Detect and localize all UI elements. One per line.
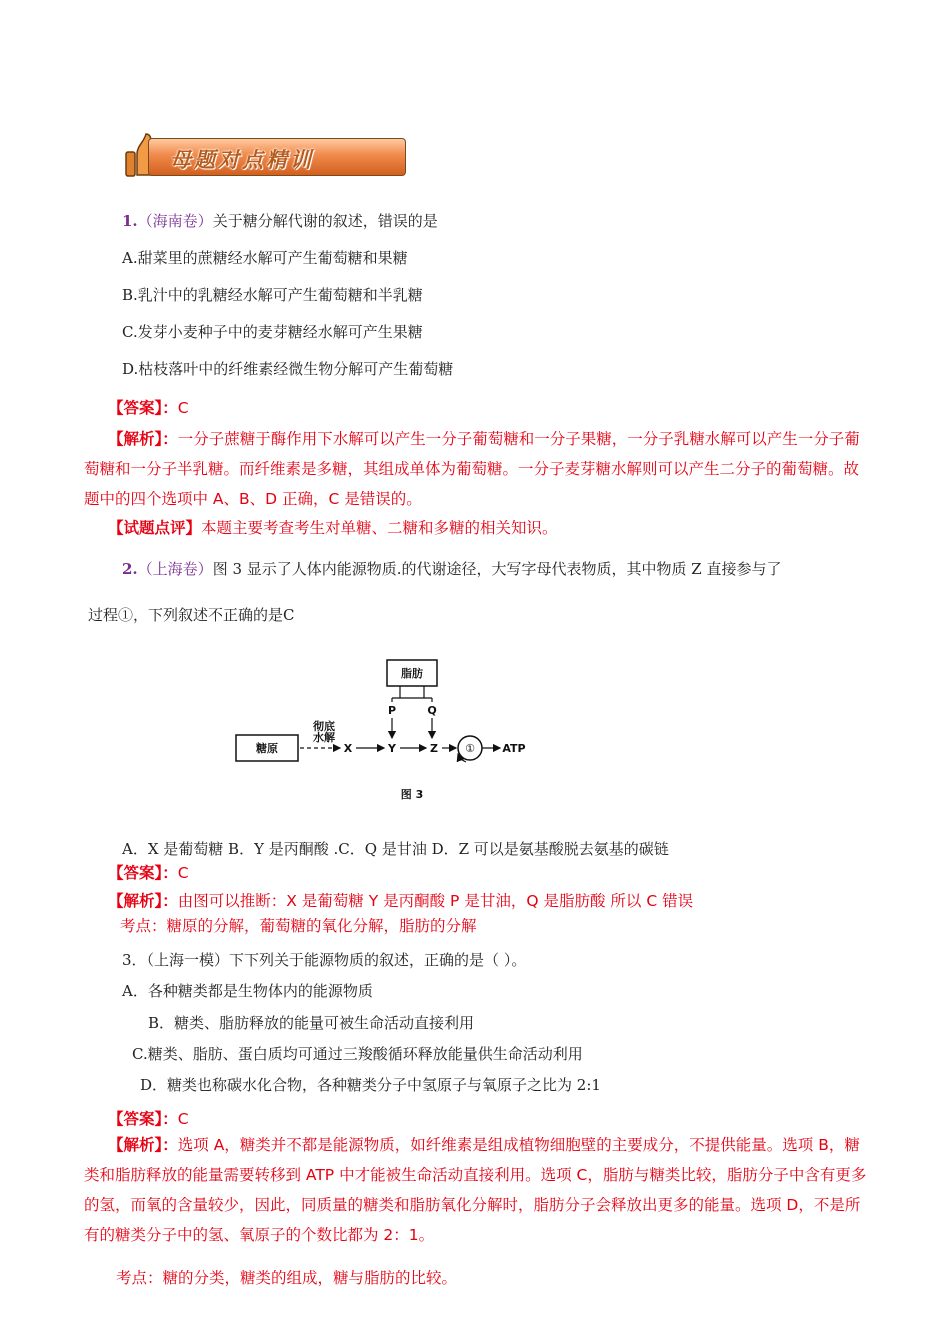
q1-option-a: A.甜菜里的蔗糖经水解可产生葡萄糖和果糖 xyxy=(122,249,408,267)
z-label: Z xyxy=(430,742,438,755)
q3-analysis-label: 【解析】： xyxy=(108,1136,178,1154)
q1-answer xyxy=(108,396,189,418)
q2-number: 2. xyxy=(122,560,138,578)
atp-label: ATP xyxy=(502,742,526,755)
q3-analysis-text: 选项 A，糖类并不都是能源物质，如纤维素是组成植物细胞壁的主要成分，不提供能量。选项 B，糖类和脂肪释放的能量需要转移到 ATP 中才能被生命活动直接利用。选项 C，脂肪与糖类比较，脂肪分子中含有更多的氢，而氧的含量较少，因此，同质量的糖类和脂肪氧化分解时，脂肪分子会释放出更多的能量。选项 D，不是所有的糖类分子中的氢、氧原子的个数比都为 2：1。 xyxy=(84,1136,867,1244)
q1-stem: 关于糖分解代谢的叙述，错误的是 xyxy=(212,212,438,230)
process-label: ① xyxy=(465,742,475,755)
q1-analysis-text: 一分子蔗糖于酶作用下水解可以产生一分子葡萄糖和一分子果糖，一分子乳糖水解可以产生一分子葡萄糖和一分子半乳糖。而纤维素是多糖，其组成单体为葡萄糖。一分子麦芽糖水解则可以产生二分子的葡萄糖。故题中的四个选项中 A、B、D 正确，C 是错误的。 xyxy=(84,430,860,508)
q3-answer-label: 【答案】： xyxy=(108,1110,178,1128)
q1-number: 1. xyxy=(122,212,138,230)
q1-option-d: D.枯枝落叶中的纤维素经微生物分解可产生葡萄糖 xyxy=(122,360,454,378)
q2-answer-value: C xyxy=(177,864,189,882)
q2-points: 考点：糖原的分解，葡萄糖的氧化分解，脂肪的分解 xyxy=(120,917,477,935)
banner-title: 母题对点精训 xyxy=(170,148,314,172)
q1-comment-text: 本题主要考查考生对单糖、二糖和多糖的相关知识。 xyxy=(201,519,558,537)
hydrolysis-label-1: 彻底 xyxy=(313,720,335,733)
section-banner xyxy=(122,132,406,180)
q1-option-b: B.乳汁中的乳糖经水解可产生葡萄糖和半乳糖 xyxy=(122,286,423,304)
q-label: Q xyxy=(427,704,437,717)
fat-label: 脂肪 xyxy=(401,667,423,680)
q2-source: （上海卷） xyxy=(137,560,213,578)
q1-analysis-label: 【解析】： xyxy=(108,430,178,448)
q1-answer-value: C xyxy=(177,399,189,417)
q1-comment-label: 【试题点评】 xyxy=(108,519,202,537)
q1-option-c: C.发芽小麦种子中的麦芽糖经水解可产生果糖 xyxy=(122,323,423,341)
q3-option-d: D．糖类也称碳水化合物，各种糖类分子中氢原子与氧原子之比为 2:1 xyxy=(140,1076,601,1094)
y-label: Y xyxy=(388,742,396,755)
q3-option-a: A．各种糖类都是生物体内的能源物质 xyxy=(122,982,373,1000)
q3-stem: 3．（上海一模）下下列关于能源物质的叙述，正确的是（ ）。 xyxy=(122,951,527,969)
hydrolysis-label-2: 水解 xyxy=(313,731,335,744)
q2-stem-2: 过程①，下列叙述不正确的是C xyxy=(88,606,295,624)
x-label: X xyxy=(343,742,353,755)
q3-points: 考点：糖的分类，糖类的组成，糖与脂肪的比较。 xyxy=(116,1269,458,1287)
p-label: P xyxy=(387,704,397,717)
q3-answer-value: C xyxy=(177,1110,189,1128)
q3-analysis xyxy=(84,1130,874,1250)
q1-source: （海南卷） xyxy=(137,212,213,230)
q2-stem-line xyxy=(122,558,782,579)
q2-options: A．X 是葡萄糖 B．Y 是丙酮酸 .C．Q 是甘油 D．Z 可以是氨基酸脱去氨基的碳链 xyxy=(122,840,669,858)
q1-analysis xyxy=(84,424,874,514)
q1-comment xyxy=(108,516,558,538)
q2-stem-1: 图 3 显示了人体内能源物质.的代谢途径，大写字母代表物质，其中物质 Z 直接参与了 xyxy=(212,560,782,578)
q2-analysis-text: 由图可以推断：X 是葡萄糖 Y 是丙酮酸 P 是甘油，Q 是脂肪酸 所以 C 错误 xyxy=(177,892,694,910)
q3-option-b: B．糖类、脂肪释放的能量可被生命活动直接利用 xyxy=(148,1014,475,1032)
figure-caption: 图 3 xyxy=(400,788,424,801)
metabolism-diagram xyxy=(230,658,540,808)
q2-analysis xyxy=(108,889,693,911)
q3-answer xyxy=(108,1107,189,1129)
q3-option-c: C.糖类、脂肪、蛋白质均可通过三羧酸循环释放能量供生命活动利用 xyxy=(132,1045,583,1063)
q2-analysis-label: 【解析】： xyxy=(108,892,178,910)
q1-answer-label: 【答案】： xyxy=(108,399,178,417)
q1-stem-line xyxy=(122,210,438,231)
glycogen-label: 糖原 xyxy=(256,742,278,755)
q2-answer-label: 【答案】： xyxy=(108,864,178,882)
q2-answer xyxy=(108,861,189,883)
